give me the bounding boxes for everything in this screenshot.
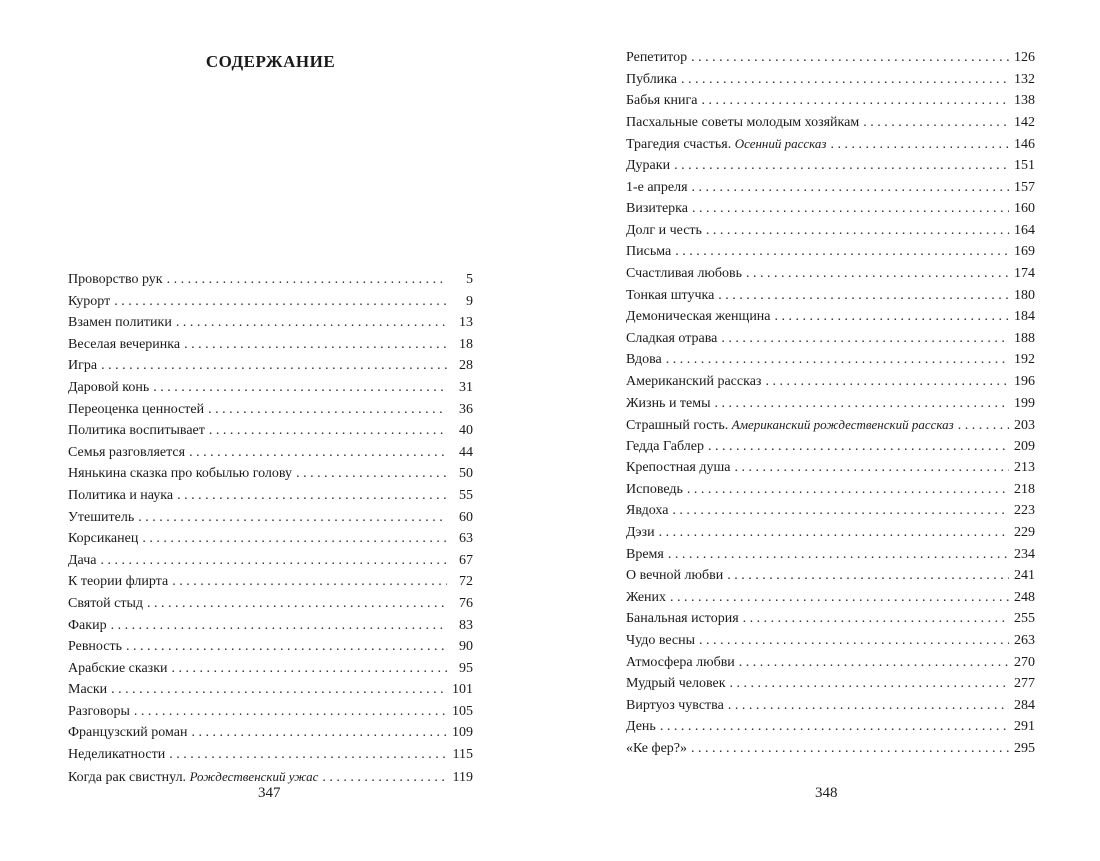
- toc-entry-title: [626, 479, 687, 501]
- toc-entry-page: 218: [1014, 481, 1035, 497]
- toc-entry-title-text: К теории флирта: [68, 574, 169, 590]
- toc-dot-leader: [708, 436, 1009, 458]
- toc-entry-page: 126: [1014, 50, 1035, 65]
- toc-dot-leader: [153, 377, 447, 399]
- toc-entry: [626, 263, 1035, 285]
- toc-entry-page: 160: [1014, 201, 1035, 217]
- toc-entry-title: [68, 528, 142, 550]
- toc-entry-title: [68, 485, 177, 507]
- toc-entry-title: [626, 112, 863, 134]
- toc-entry-title: [68, 744, 169, 766]
- toc-dot-leader: [138, 507, 447, 529]
- toc-entry: [626, 587, 1035, 609]
- toc-dot-leader: [701, 90, 1009, 112]
- toc-dot-leader: [746, 263, 1009, 285]
- toc-entry: [68, 528, 473, 550]
- toc-dot-leader: [863, 112, 1009, 134]
- toc-entry-title-text: Виртуоз чувства: [626, 697, 724, 713]
- toc-dot-leader: [111, 679, 447, 701]
- toc-entry: [626, 716, 1035, 738]
- toc-dot-leader: [681, 69, 1009, 91]
- toc-entry-title-text: Гедда Габлер: [626, 438, 704, 454]
- toc-dot-leader: [687, 479, 1009, 501]
- toc-entry-title: [68, 334, 184, 356]
- toc-entry-title-text: Святой стыд: [68, 595, 143, 611]
- toc-dot-leader: [176, 312, 447, 334]
- toc-entry-page: 263: [1014, 633, 1035, 649]
- toc-entry: [626, 155, 1035, 177]
- toc-entry-title: [626, 457, 735, 479]
- right-page: [550, 0, 1100, 861]
- toc-entry-page: 76: [459, 595, 473, 611]
- toc-dot-leader: [111, 615, 447, 637]
- toc-dot-leader: [666, 349, 1009, 371]
- toc-entry: [626, 673, 1035, 695]
- toc-entry-title-text: Трагедия счастья.: [626, 137, 732, 153]
- toc-dot-leader: [715, 393, 1009, 415]
- toc-dot-leader: [765, 371, 1009, 393]
- toc-entry-title-text: Чудо весны: [626, 633, 696, 649]
- toc-entry-title: [68, 442, 189, 464]
- toc-entry-page: 295: [1014, 741, 1035, 756]
- toc-entry-title-text: Разговоры: [68, 703, 130, 719]
- toc-entry-title: [626, 608, 743, 630]
- toc-entry-title-text: Политика воспитывает: [68, 423, 205, 439]
- toc-entry: [626, 479, 1035, 501]
- toc-entry-title-text: Игра: [68, 358, 98, 374]
- toc-entry-subtitle: Американский рождественский рассказ: [731, 417, 954, 433]
- toc-entry: [626, 177, 1035, 199]
- toc-entry-page: 55: [459, 487, 473, 503]
- toc-entry-page: 101: [452, 682, 473, 698]
- toc-entry: [68, 766, 473, 788]
- toc-entry-title: [626, 393, 715, 415]
- toc-entry-title: [68, 377, 153, 399]
- toc-dot-leader: [208, 399, 447, 421]
- toc-dot-leader: [322, 767, 447, 789]
- toc-entry-title-text: Письма: [626, 244, 672, 260]
- toc-entry-page: 291: [1014, 719, 1035, 735]
- toc-entry: [68, 636, 473, 658]
- toc-entry-title-text: Долг и честь: [626, 222, 702, 238]
- toc-entry-page: 184: [1014, 309, 1035, 325]
- toc-entry-page: 9: [466, 293, 473, 309]
- page-number-left: 347: [258, 785, 281, 801]
- toc-entry-title: [626, 90, 701, 112]
- toc-entry: [68, 420, 473, 442]
- toc-dot-leader: [718, 285, 1009, 307]
- toc-entry-title: [68, 571, 172, 593]
- toc-entry: [68, 658, 473, 680]
- toc-entry: [68, 679, 473, 701]
- toc-entry-subtitle: Осенний рассказ: [734, 136, 827, 152]
- toc-entry-title: [626, 587, 670, 609]
- toc-entry-title: [626, 263, 746, 285]
- toc-entry-title-text: Веселая вечеринка: [68, 336, 181, 352]
- toc-entry-page: 90: [459, 639, 473, 655]
- toc-entry-title: [68, 679, 111, 701]
- toc-entry: [626, 306, 1035, 328]
- toc-entry-page: 44: [459, 444, 473, 460]
- toc-entry-title: [626, 285, 718, 307]
- toc-entry-page: 36: [459, 401, 473, 417]
- toc-entry-title: [68, 722, 192, 744]
- toc-entry: [626, 608, 1035, 630]
- toc-dot-leader: [209, 420, 447, 442]
- toc-entry-page: 284: [1014, 697, 1035, 713]
- toc-entry-title: [68, 291, 114, 313]
- toc-entry-title-text: Мудрый человек: [626, 676, 726, 692]
- toc-entry-page: 213: [1014, 460, 1035, 476]
- toc-entry-title-text: Репетитор: [626, 50, 688, 65]
- toc-entry: [626, 457, 1035, 479]
- toc-entry-page: 223: [1014, 503, 1035, 519]
- toc-entry-page: 270: [1014, 654, 1035, 670]
- toc-entry-title: [68, 766, 322, 789]
- toc-entry-page: 72: [459, 574, 473, 590]
- toc-dot-leader: [169, 744, 447, 766]
- toc-entry-title: [68, 463, 296, 485]
- toc-entry: [68, 463, 473, 485]
- toc-dot-leader: [730, 673, 1009, 695]
- toc-dot-leader: [691, 47, 1009, 69]
- toc-dot-leader: [831, 134, 1010, 156]
- toc-entry-title: [626, 198, 692, 220]
- toc-entry-title-text: Семья разговляется: [68, 444, 186, 460]
- toc-entry: [626, 241, 1035, 263]
- toc-entry: [626, 371, 1035, 393]
- toc-dot-leader: [706, 220, 1009, 242]
- toc-dot-leader: [142, 528, 447, 550]
- toc-entry-title: [68, 636, 126, 658]
- toc-dot-leader: [728, 695, 1009, 717]
- toc-entry-title-text: Взамен политики: [68, 315, 172, 331]
- toc-entry-title: [626, 652, 739, 674]
- toc-dot-leader: [114, 291, 447, 313]
- toc-entry-page: 5: [466, 272, 473, 287]
- toc-entry-page: 174: [1014, 265, 1035, 281]
- toc-entry: [68, 701, 473, 723]
- toc-entry: [626, 500, 1035, 522]
- toc-entry-title-text: 1-е апреля: [626, 179, 688, 195]
- toc-entry-title-text: Маски: [68, 682, 108, 698]
- toc-entry: [68, 485, 473, 507]
- toc-entry: [626, 414, 1035, 436]
- toc-entry-page: 40: [459, 423, 473, 439]
- toc-dot-leader: [177, 485, 447, 507]
- toc-dot-leader: [296, 463, 447, 485]
- toc-dot-leader: [126, 636, 447, 658]
- toc-entry-page: 199: [1014, 395, 1035, 411]
- toc-entry-page: 241: [1014, 568, 1035, 584]
- toc-entry-title: [68, 701, 134, 723]
- toc-entry: [68, 507, 473, 529]
- toc-entry-title-text: Ревность: [68, 639, 122, 655]
- toc-entry-title-text: «Ке фер?»: [626, 741, 688, 756]
- toc-entry-title-text: Банальная история: [626, 611, 739, 627]
- toc-entry-page: 60: [459, 509, 473, 525]
- toc-entry-title: [626, 673, 730, 695]
- toc-entry-title-text: Проворство рук: [68, 272, 163, 287]
- toc-dot-leader: [692, 198, 1009, 220]
- toc-entry: [626, 69, 1035, 91]
- toc-dot-leader: [699, 630, 1009, 652]
- toc-dot-leader: [743, 608, 1009, 630]
- toc-dot-leader: [721, 328, 1009, 350]
- toc-entry-title: [626, 371, 765, 393]
- toc-entry-title-text: Дэзи: [626, 525, 655, 541]
- toc-entry: [68, 571, 473, 593]
- toc-dot-leader: [692, 177, 1009, 199]
- toc-entry-title: [626, 349, 666, 371]
- toc-entry: [626, 220, 1035, 242]
- toc-entry: [626, 544, 1035, 566]
- toc-entry-page: 115: [452, 747, 473, 763]
- toc-entry-page: 234: [1014, 546, 1035, 562]
- toc-entry-title-text: Страшный гость.: [626, 418, 729, 434]
- toc-entry-page: 142: [1014, 114, 1035, 130]
- toc-entry-page: 83: [459, 617, 473, 633]
- toc-entry-title-text: Демоническая женщина: [626, 309, 771, 325]
- toc-entry-title: [626, 544, 668, 566]
- toc-entry-title-text: Французский роман: [68, 725, 188, 741]
- toc-dot-leader: [775, 306, 1009, 328]
- toc-entry: [68, 550, 473, 572]
- toc-entry-title-text: Визитерка: [626, 201, 688, 217]
- toc-entry-page: 105: [452, 703, 473, 719]
- toc-entry: [68, 269, 473, 291]
- toc-entry: [626, 522, 1035, 544]
- toc-dot-leader: [134, 701, 447, 723]
- toc-entry: [68, 722, 473, 744]
- toc-entry-title-text: Арабские сказки: [68, 660, 168, 676]
- toc-entry: [68, 291, 473, 313]
- toc-entry-title-text: Явдоха: [626, 503, 669, 519]
- toc-entry-page: 151: [1014, 157, 1035, 173]
- toc-entry-title-text: Дураки: [626, 157, 671, 173]
- toc-entry: [68, 442, 473, 464]
- toc-entry-title-text: День: [626, 719, 656, 735]
- toc-entry-title: [626, 177, 692, 199]
- toc-entry-title-text: Крепостная душа: [626, 460, 731, 476]
- toc-entry-title: [626, 695, 728, 717]
- toc-entry: [68, 334, 473, 356]
- toc-entry: [626, 393, 1035, 415]
- toc-entry-title-text: Американский рассказ: [626, 373, 762, 389]
- toc-entry-page: 132: [1014, 71, 1035, 87]
- toc-entry-title-text: Пасхальные советы молодым хозяйкам: [626, 114, 860, 130]
- toc-entry: [626, 436, 1035, 458]
- toc-entry-page: 50: [459, 466, 473, 482]
- page-number-right: 348: [815, 785, 838, 801]
- toc-entry-title-text: Даровой конь: [68, 379, 150, 395]
- toc-dot-leader: [659, 522, 1009, 544]
- toc-entry-subtitle: Рождественский ужас: [189, 768, 319, 784]
- toc-entry-title-text: Когда рак свистнул.: [68, 769, 187, 785]
- toc-entry-title: [68, 550, 100, 572]
- toc-entry-page: 95: [459, 660, 473, 676]
- toc-dot-leader: [674, 155, 1009, 177]
- toc-entry-page: 18: [459, 336, 473, 352]
- toc-list-right: [626, 47, 1035, 760]
- toc-entry-title: [626, 565, 727, 587]
- toc-entry-title-text: Бабья книга: [626, 93, 698, 109]
- toc-entry: [626, 565, 1035, 587]
- toc-entry: [626, 328, 1035, 350]
- toc-entry-title: [68, 593, 147, 615]
- toc-dot-leader: [958, 415, 1009, 437]
- toc-entry-title: [68, 615, 111, 637]
- toc-entry: [68, 399, 473, 421]
- toc-dot-leader: [739, 652, 1009, 674]
- toc-entry: [626, 90, 1035, 112]
- toc-entry-title: [626, 155, 674, 177]
- toc-list-left: [68, 269, 473, 787]
- toc-dot-leader: [172, 571, 447, 593]
- toc-dot-leader: [727, 565, 1009, 587]
- toc-entry-page: 67: [459, 552, 473, 568]
- toc-entry-page: 157: [1014, 179, 1035, 195]
- toc-entry: [68, 312, 473, 334]
- toc-entry-title: [626, 69, 681, 91]
- toc-entry: [626, 198, 1035, 220]
- toc-entry: [626, 630, 1035, 652]
- toc-entry-title-text: Вдова: [626, 352, 662, 368]
- toc-entry: [626, 695, 1035, 717]
- toc-entry-title: [626, 414, 958, 437]
- toc-entry-page: 203: [1014, 418, 1035, 434]
- toc-entry-title: [68, 507, 138, 529]
- toc-entry-title-text: Факир: [68, 617, 107, 633]
- toc-entry-title-text: Время: [626, 546, 664, 562]
- toc-dot-leader: [675, 241, 1009, 263]
- toc-dot-leader: [670, 587, 1009, 609]
- toc-entry: [626, 652, 1035, 674]
- toc-entry-title: [68, 269, 167, 291]
- toc-dot-leader: [735, 457, 1010, 479]
- toc-entry: [626, 349, 1035, 371]
- toc-entry-page: 188: [1014, 330, 1035, 346]
- toc-entry-title-text: Нянькина сказка про кобылью голову: [68, 466, 293, 482]
- toc-dot-leader: [189, 442, 447, 464]
- toc-entry: [68, 377, 473, 399]
- toc-entry-page: 192: [1014, 352, 1035, 368]
- toc-entry-page: 146: [1014, 137, 1035, 153]
- toc-dot-leader: [167, 269, 447, 291]
- toc-entry-title: [68, 399, 208, 421]
- toc-entry-title: [626, 738, 691, 760]
- toc-entry-title-text: Дача: [68, 552, 97, 568]
- toc-dot-leader: [672, 500, 1009, 522]
- page-title: СОДЕРЖАНИЕ: [205, 52, 336, 71]
- toc-entry-page: 63: [459, 531, 473, 547]
- toc-entry-title-text: Жених: [626, 589, 667, 605]
- toc-entry: [68, 593, 473, 615]
- toc-entry-title-text: Атмосфера любви: [626, 654, 735, 670]
- toc-dot-leader: [660, 716, 1009, 738]
- toc-entry-page: 248: [1014, 589, 1035, 605]
- toc-entry-title: [68, 420, 209, 442]
- toc-entry-page: 28: [459, 358, 473, 374]
- toc-entry-title: [626, 630, 699, 652]
- toc-entry-title-text: Утешитель: [68, 509, 135, 525]
- toc-entry-title-text: О вечной любви: [626, 568, 724, 584]
- toc-entry-title: [626, 436, 708, 458]
- toc-entry-page: 169: [1014, 244, 1035, 260]
- toc-entry-title: [626, 500, 672, 522]
- toc-dot-leader: [668, 544, 1009, 566]
- toc-entry: [626, 112, 1035, 134]
- toc-entry-page: 209: [1014, 438, 1035, 454]
- toc-entry-title: [626, 522, 659, 544]
- toc-entry-title: [626, 220, 706, 242]
- toc-entry-title-text: Счастливая любовь: [626, 265, 743, 281]
- toc-entry-page: 196: [1014, 373, 1035, 389]
- toc-entry-title: [626, 306, 775, 328]
- toc-entry-page: 277: [1014, 676, 1035, 692]
- toc-entry-title-text: Курорт: [68, 293, 111, 309]
- toc-entry: [626, 285, 1035, 307]
- toc-dot-leader: [184, 334, 447, 356]
- toc-entry-title-text: Переоценка ценностей: [68, 401, 205, 417]
- toc-entry-title: [68, 658, 172, 680]
- toc-entry-page: 119: [452, 769, 473, 785]
- toc-entry: [68, 615, 473, 637]
- toc-entry-title: [626, 241, 675, 263]
- toc-dot-leader: [192, 722, 448, 744]
- toc-entry-title-text: Публика: [626, 71, 677, 87]
- toc-entry-title: [626, 328, 721, 350]
- toc-entry-page: 13: [459, 315, 473, 331]
- toc-entry-page: 255: [1014, 611, 1035, 627]
- toc-entry: [626, 47, 1035, 69]
- toc-entry: [626, 738, 1035, 760]
- toc-entry-page: 229: [1014, 525, 1035, 541]
- toc-entry-title: [626, 133, 831, 156]
- toc-entry-page: 164: [1014, 222, 1035, 238]
- toc-dot-leader: [100, 550, 447, 572]
- toc-entry-title-text: Исповедь: [626, 481, 683, 497]
- toc-dot-leader: [101, 355, 447, 377]
- toc-entry-title-text: Политика и наука: [68, 487, 174, 503]
- toc-entry-title-text: Неделикатности: [68, 747, 166, 763]
- toc-entry-title-text: Корсиканец: [68, 531, 139, 547]
- toc-dot-leader: [172, 658, 447, 680]
- toc-entry-page: 180: [1014, 287, 1035, 303]
- toc-entry-title: [626, 47, 691, 69]
- toc-dot-leader: [147, 593, 447, 615]
- toc-entry: [68, 744, 473, 766]
- toc-dot-leader: [691, 738, 1009, 760]
- toc-entry-title-text: Жизнь и темы: [626, 395, 711, 411]
- toc-entry-title: [68, 355, 101, 377]
- toc-entry: [626, 133, 1035, 155]
- toc-entry: [68, 355, 473, 377]
- toc-entry-page: 109: [452, 725, 473, 741]
- toc-entry-page: 138: [1014, 93, 1035, 109]
- toc-entry-title: [626, 716, 660, 738]
- toc-entry-title: [68, 312, 176, 334]
- toc-entry-title-text: Тонкая штучка: [626, 287, 715, 303]
- toc-entry-title-text: Сладкая отрава: [626, 330, 718, 346]
- toc-entry-page: 31: [459, 379, 473, 395]
